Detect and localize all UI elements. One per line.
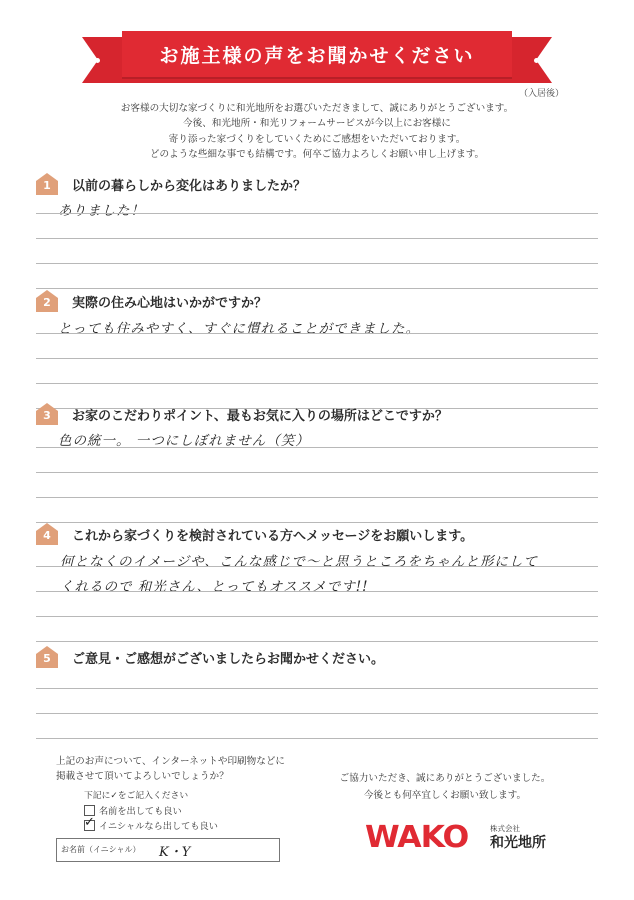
intro-line: お客様の大切な家づくりに和光地所をお選びいただきまして、誠にありがとうございます。 [120, 103, 514, 114]
checkbox[interactable] [84, 814, 95, 831]
question-3 [36, 403, 598, 449]
number-badge: 1 [36, 173, 58, 195]
question-text: これから家づくりを検討されている方へメッセージをお願いします。 [72, 529, 474, 544]
question-5 [36, 646, 598, 670]
number-badge: 4 [36, 523, 58, 545]
answer-rule [36, 497, 598, 498]
question-text: 実際の住み心地はいかがですか？ [72, 296, 268, 311]
intro-line: どのような些細な事でも結構です。何卒ご協力よろしくお願い申し上げます。 [149, 148, 485, 160]
name-field[interactable] [56, 838, 280, 862]
option-label: イニシャルなら出しても良い [99, 821, 218, 832]
answer-rule [36, 566, 598, 567]
intro-line: 今後、和光地所・和光リフォームサービスが今以上にお客様に [183, 118, 451, 130]
consent-option-initials[interactable] [84, 814, 218, 832]
question-text: 以前の暮らしから変化はありましたか？ [72, 179, 307, 194]
answer-text: 色の統一。 一つにしぼれません（笑） [58, 433, 310, 449]
thanks-message [316, 770, 574, 804]
company-type: 株式会社 [490, 824, 520, 833]
answer-rule [36, 358, 598, 359]
answer-rule [36, 238, 598, 239]
answer-rule [36, 383, 598, 384]
answer-text: ありました！ [58, 203, 145, 219]
wako-logo: WAKO [365, 820, 469, 855]
answer-text: とっても住みやすく、すぐに慣れることができました。 [58, 321, 420, 337]
number-badge: 5 [36, 646, 58, 668]
question-text: お家のこだわりポイント、最もお気に入りの場所はどこですか？ [72, 409, 448, 424]
answer-text: くれるので 和光さん、とってもオススメです!! [60, 579, 369, 595]
company-name: 和光地所 [490, 835, 546, 851]
answer-rule [36, 688, 598, 689]
answer-rule [36, 591, 598, 592]
thanks-line: 今後とも何卒宜しくお願い致します。 [363, 790, 527, 801]
answer-rule [36, 713, 598, 714]
name-label: お名前（イニシャル） [61, 845, 141, 854]
answer-text: 何となくのイメージや、こんな感じで〜と思うところをちゃんと形にして [60, 554, 538, 570]
consent-option-name[interactable] [84, 803, 182, 817]
answer-rule [36, 641, 598, 642]
intro-line: 寄り添った家づくりをしていくためにご感想をいただいております。 [168, 133, 466, 145]
option-label: 名前を出しても良い [99, 806, 182, 817]
question-text: ご意見・ご感想がございましたらお聞かせください。 [72, 652, 385, 667]
intro-text [40, 101, 594, 162]
consent-question [56, 754, 326, 784]
answer-rule [36, 333, 598, 334]
consent-line: 上記のお声について、インターネットや印刷物などに [56, 756, 286, 767]
number-badge: 3 [36, 403, 58, 425]
answer-rule [36, 738, 598, 739]
question-2 [36, 290, 598, 337]
number-badge: 2 [36, 290, 58, 312]
pin-left [95, 58, 100, 63]
answer-rule [36, 472, 598, 473]
answer-rule [36, 447, 598, 448]
consent-line: 掲載させて頂いてよろしいでしょうか？ [56, 771, 229, 782]
question-1 [36, 173, 598, 219]
pin-right [534, 58, 539, 63]
answer-rule [36, 288, 598, 289]
thanks-line: ご協力いただき、誠にありがとうございました。 [339, 773, 551, 784]
check-mark-icon: ✓ [84, 814, 95, 830]
consent-instruction: 下記に✓をご記入ください [84, 791, 189, 801]
title-banner [122, 31, 512, 77]
answer-rule [36, 616, 598, 617]
page-title: お施主様の声をお聞かせください [159, 44, 475, 67]
name-value: K・Y [159, 845, 191, 860]
answer-rule [36, 263, 598, 264]
move-in-badge: （入居後） [518, 89, 564, 99]
answer-rule [36, 213, 598, 214]
question-4 [36, 523, 598, 595]
